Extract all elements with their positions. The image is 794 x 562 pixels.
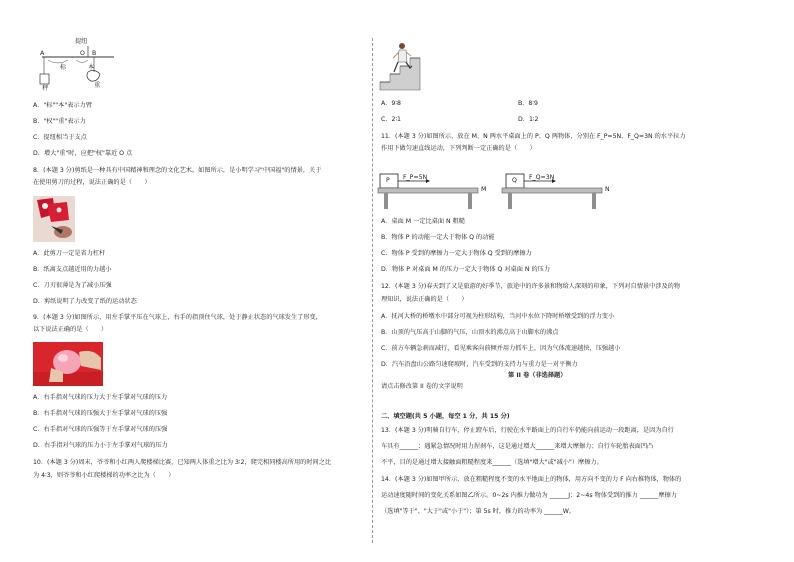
friction-tables-figure <box>378 160 608 214</box>
q11-option-c: C．物体 P 受到的摩擦力一定大于物体 Q 受到的摩擦力 <box>381 250 532 257</box>
q9-stem-line1: 9．(本题 3 分)如图所示，用左手掌平压在气球上，右手的指顶住气球，处于静止状态的气球发生了形变， <box>33 314 322 321</box>
q14-line2: 运动速度随时间的变化关系如图乙所示。0~2s 内推力做功为 ______J；2~4s 物体受到的推力 ______摩擦力 <box>381 492 677 499</box>
q12-option-a: A．抚河大桥的桥墩水中部分可视为柱形结构，当河中水位下降时桥墩受到的浮力变小 <box>381 313 615 320</box>
q8-stem-line1: 8．(本题 3 分)剪纸是一种具有中国精神和理念的文化艺术。如图所示，是小明学习"中国福"的情景，关于 <box>33 167 322 174</box>
q7-option-a: A．"标""本"表示力臂 <box>33 102 92 109</box>
balloon-photo <box>33 342 103 386</box>
q10-option-d: D．1∶2 <box>518 116 539 123</box>
q13-line2: 车具有______；遇紧急情况时用力捏刹车，这是通过增大______来增大摩擦力；自行车轮胎表面凹凸 <box>381 443 654 450</box>
q8-option-d: D．剪纸说明了力改变了纸的运动状态 <box>33 298 137 305</box>
q8-option-a: A．此剪刀一定是省力杠杆 <box>33 250 106 257</box>
table-N-label: N <box>605 186 610 193</box>
q9-option-a: A．右手指对气球的压力大于左手掌对气球的压力 <box>33 394 168 401</box>
steelyard-figure <box>38 40 128 92</box>
q10-option-a: A．9∶8 <box>381 100 401 107</box>
q14-line3: （选填"等于"、"大于"或"小于"）；第 5s 时，推力的功率为 ______W。 <box>381 508 576 515</box>
q8-option-b: B．纸离支点越近用的力越小 <box>33 266 112 273</box>
fill-in-section-header: 二、填空题(共 5 小题，每空 1 分，共 15 分) <box>381 413 510 420</box>
steelyard-label-heavy: 重 <box>94 82 101 89</box>
steelyard-label-weight: 秤 <box>42 85 49 92</box>
column-divider <box>372 38 373 543</box>
q8-option-c: C．刀刃很薄是为了减小压强 <box>33 282 112 289</box>
stair-climbing-figure <box>380 40 430 92</box>
q11-option-a: A．桌面 M 一定比桌面 N 粗糙 <box>381 218 465 225</box>
box-P-label: P <box>386 177 390 184</box>
q12-option-b: B．山顶的气压高于山脚的气压，山顶水的沸点高于山脚水的沸点 <box>381 329 559 336</box>
section2-note: 请点击修改第 II 卷的文字说明 <box>381 383 463 390</box>
q9-option-b: B．右手指对气球的压强大于左手掌对气球的压强 <box>33 410 168 417</box>
q11-option-b: B．物体 P 的动能一定大于物体 Q 的动能 <box>381 234 495 241</box>
force-Q-label: F_Q=3N <box>529 174 555 181</box>
q10-option-c: C．2∶1 <box>381 116 401 123</box>
q7-option-d: D．增大"重"时，应把"权"靠近 O 点 <box>33 150 133 157</box>
q8-stem-line2: 在使用剪刀的过程，说法正确的是（ ） <box>33 179 151 186</box>
q12-option-d: D．汽车沿盘山公路匀速爬坡时，汽车受到的支持力与重力是一对平衡力 <box>381 361 578 368</box>
q10-stem-line2: 为 4∶3，则爷爷和小红爬楼梯的功率之比为（ ） <box>33 472 175 479</box>
q12-stem-line1: 12．(本题 3 分)春天到了又是旅游的好季节，旅途中的许多景和物给人深刻的印象，下列对自情景中涉及的物 <box>381 283 681 290</box>
q10-option-b: B．8∶9 <box>518 100 538 107</box>
q7-option-b: B．"权""重"表示力 <box>33 118 86 125</box>
q13-line1: 13．(本题 3 分)明骑自行车，停止蹬车后，行驶在水平路面上的自行车仍能向前运动一段距离，是因为自行 <box>381 427 674 434</box>
q13-line3: 不平，目的是通过增大接触面粗糙程度来______（选填"增大"或"减小"）摩擦力。 <box>381 459 603 466</box>
q9-option-d: D．右手指对气球的压力小于左手掌对气球的压力 <box>33 442 168 449</box>
steelyard-label-mark: 标 <box>60 64 67 71</box>
steelyard-label-A: A <box>40 50 45 57</box>
q11-stem-line1: 11．(本题 3 分)如图所示，放在 M、N 两水平桌面上的 P、Q 两物体，分别在 F_P=5N、F_Q=3N 的水平拉力 <box>381 133 686 140</box>
table-M-label: M <box>481 186 487 193</box>
paper-cutting-photo <box>33 196 75 242</box>
force-P-label: F_P=5N <box>403 174 428 181</box>
q12-option-c: C．前方车辆急刹而减行，看见乘客向前倾并用力抓车上，因为气体流速越快，压强越小 <box>381 345 621 352</box>
q14-line1: 14．(本题 3 分)如图甲所示，放在粗糙程度不变的水平地面上的物体，用方向不变的力 F 向右推物体，物体的 <box>381 476 682 483</box>
left-column <box>28 0 368 562</box>
q11-option-d: D．物体 P 对桌面 M 的压力一定大于物体 Q 对桌面 N 的压力 <box>381 266 551 273</box>
right-column <box>378 0 766 562</box>
steelyard-label-O: O <box>80 50 85 57</box>
steelyard-label-B: B <box>92 50 97 57</box>
section2-title: 第 II 卷（非选择题） <box>508 372 567 379</box>
q12-stem-line2: 理知识，说法正确的是（ ） <box>381 296 468 303</box>
q9-option-c: C．右手指对气球的压强等于左手掌对气球的压强 <box>33 426 168 433</box>
q7-option-c: C．提纽相当于支点 <box>33 134 87 141</box>
q9-stem-line2: 以下说法正确的是（ ） <box>33 326 108 333</box>
steelyard-grip-label: 提纽 <box>75 38 88 45</box>
q11-stem-line2: 作用下做匀速直线运动，下列判断一定正确的是（ ） <box>381 145 536 152</box>
steelyard-label-beam: 本 <box>88 64 95 71</box>
box-Q-label: Q <box>512 177 517 184</box>
q10-stem-line1: 10．(本题 3 分)周末，爷爷和小红两人爬楼梯比赛，已知两人体重之比为 3∶2，爬完相同楼高所用的时间之比 <box>33 459 332 466</box>
